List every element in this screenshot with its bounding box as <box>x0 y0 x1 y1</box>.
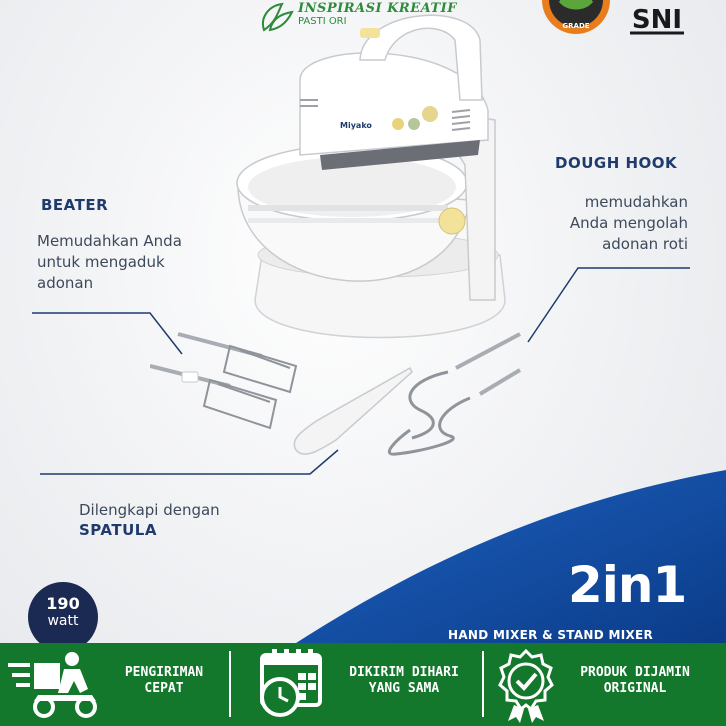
feature-same-day <box>232 643 480 726</box>
spatula-prefix: Dilengkapi dengan <box>79 501 220 519</box>
power-badge <box>28 582 98 652</box>
beater-desc-line: adonan <box>37 274 94 292</box>
dough-hook-title: DOUGH HOOK <box>555 154 678 172</box>
dough-desc-line: adonan roti <box>602 235 688 253</box>
feature-text <box>330 665 478 697</box>
grade-label: GRADE <box>562 22 590 30</box>
feature-text <box>104 665 224 697</box>
beater-desc-line: Memudahkan Anda <box>37 232 182 250</box>
feature-fast-shipping <box>0 643 228 726</box>
divider <box>229 651 231 717</box>
feature-line1: PRODUK DIJAMIN <box>580 665 690 680</box>
brand-name: INSPIRASI KREATIF <box>298 1 457 16</box>
dough-desc-line: Anda mengolah <box>569 214 688 232</box>
beater-desc-line: untuk mengaduk <box>37 253 165 271</box>
dough-desc-line: memudahkan <box>584 193 688 211</box>
divider <box>482 651 484 717</box>
verified-badge-icon <box>494 647 558 723</box>
miyako-logo: Miyako <box>340 121 372 130</box>
headline: 2in1 <box>568 556 687 614</box>
sni-label: SNI <box>631 5 683 35</box>
feature-line1: DIKIRIM DIHARI <box>349 665 459 680</box>
power-value: 190 <box>46 594 80 613</box>
beater-description <box>37 231 237 294</box>
feature-bar <box>0 643 726 726</box>
feature-line2: CEPAT <box>144 681 184 696</box>
feature-line2: ORIGINAL <box>603 681 667 696</box>
spatula-title: SPATULA <box>79 521 157 539</box>
feature-line1: PENGIRIMAN <box>124 665 204 680</box>
feature-text <box>560 665 710 697</box>
subheadline: HAND MIXER & STAND MIXER <box>448 628 654 642</box>
dough-hook-description <box>520 192 688 255</box>
calendar-clock-icon <box>258 647 324 721</box>
feature-line2: YANG SAMA <box>368 681 440 696</box>
power-unit: watt <box>47 613 79 629</box>
brand-tagline: PASTI ORI <box>298 16 347 27</box>
delivery-scooter-icon <box>8 649 100 719</box>
feature-original <box>486 643 726 726</box>
beater-title: BEATER <box>41 196 109 214</box>
